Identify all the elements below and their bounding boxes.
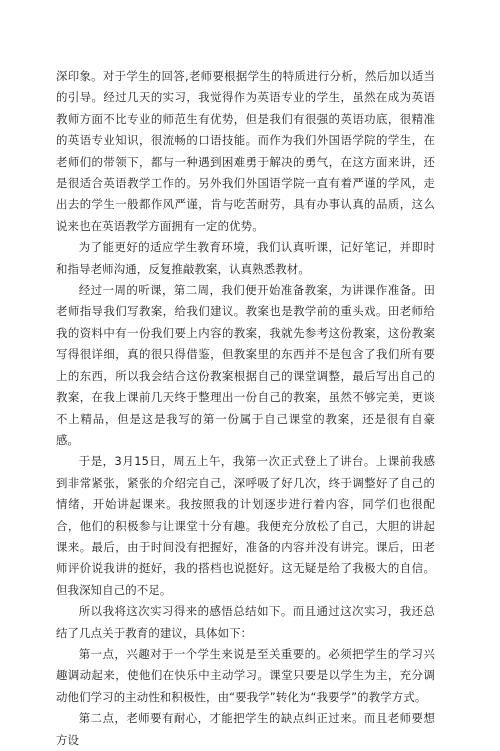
paragraph: 第二点，老师要有耐心，才能把学生的缺点纠正过来。而且老师要想方设: [56, 711, 435, 747]
paragraph: 于是，3月15日，周五上午，我第一次正式登上了讲台。上课前我感到非常紧张，紧张的介绍完自己，深呼吸了好几次，终于调整好了自己的情绪，开始讲起课来。我按照我的计划逐步进行着内容，同学们也很配合，他们的积极参与让课堂十分有趣。我便充分放松了自己，大胆的讲起课来。最后，由于时间没有把握好，准备的内容并没有讲完。课后，田老师评价说我讲的挺好，我的搭档也说挺好。这无疑是给了我极大的自信。但我深知自己的不足。: [56, 454, 435, 597]
paragraph: 深印象。对于学生的回答,老师要根据学生的特质进行分析，然后加以适当的引导。经过几天的实习，我觉得作为英语专业的学生，虽然在成为英语教师方面不比专业的师范生有优势，但是我们有很强的英语功底，很精准的英语专业知识，很流畅的口语技能。而作为我们外国语学院的学生，在老师们的带领下，都与一种遇到困难勇于解决的勇气，在这方面来讲，还是很适合英语教学工作的。另外我们外国语学院一直有着严谨的学风，走出去的学生一般都作风严谨，肯与吃苦耐劳，具有办事认真的品质，这么说来也在英语教学方面拥有一定的优势。: [56, 69, 435, 233]
paragraph: 第一点，兴趣对于一个学生来说是至关重要的。必须把学生的学习兴趣调动起来，使他们在快乐中主动学习。课堂只要是以学生为主，充分调动他们学习的主动性和积极性，由“要我学”转化为“我要学”的教学方式。: [56, 646, 435, 704]
document-body: [56, 66, 435, 751]
paragraph: 所以我将这次实习得来的感悟总结如下。而且通过这次实习，我还总结了几点关于教育的建议，具体如下：: [56, 604, 435, 640]
paragraph: 经过一周的听课，第二周，我们便开始准备教案，为讲课作准备。田老师指导我们写教案，给我们建议。教案也是教学前的重头戏。田老师给我的资料中有一份我们要上内容的教案，我就先参考这份教案，这份教案写得很详细，真的很只得借鉴，但教案里的东西并不是包含了我们所有要上的东西，所以我会结合这份教案根据自己的课堂调整，最后写出自己的教案，在我上课前几天终于整理出一份自己的教案，虽然不够完美，更谈不上精品，但是这是我写的第一份属于自己课堂的教案，还是很有自豪感。: [56, 283, 435, 447]
paragraph: 为了能更好的适应学生教育环境，我们认真听课，记好笔记，并即时和指导老师沟通，反复推敲教案，认真熟悉教材。: [56, 240, 435, 276]
